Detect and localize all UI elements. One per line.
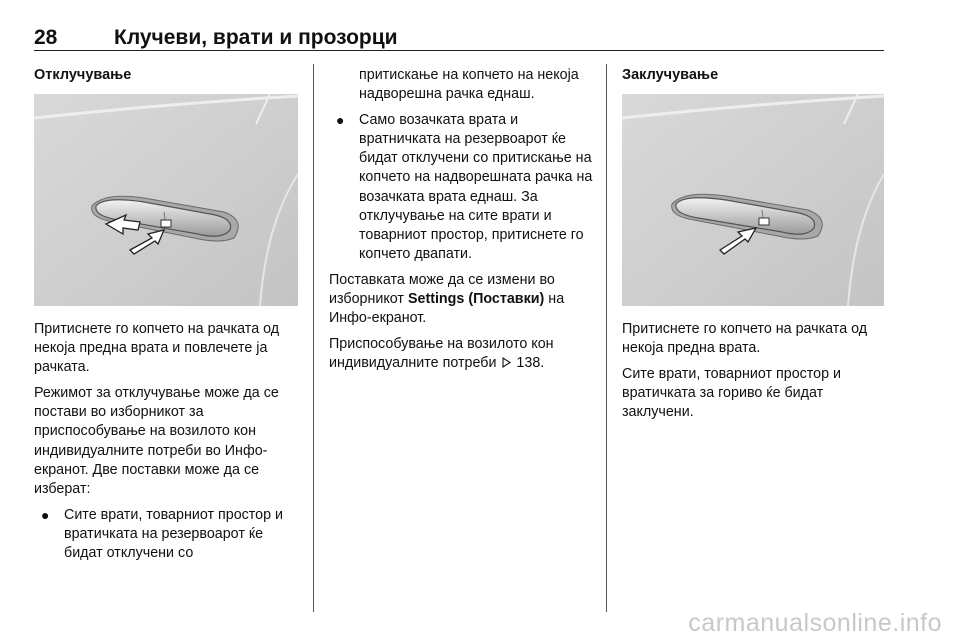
header-rule	[34, 50, 884, 51]
reference-text: Приспособување на возилото кон индивидуалните потреби	[329, 336, 554, 372]
bullet-text: Сите врати, товарниот простор и вратичката на резервоарот ќе бидат отклучени со	[64, 506, 284, 562]
unlock-door-handle-illustration	[34, 94, 298, 306]
locking-heading: Заклучување	[622, 67, 719, 83]
settings-menu-name: Settings (Поставки)	[407, 291, 545, 308]
lock-door-handle-illustration	[622, 94, 884, 306]
unlock-instruction: Притиснете го копчето на рачката од некоја предна врата и повлечете ја рачката.	[34, 321, 280, 376]
bullet-icon: ●	[336, 112, 345, 129]
unlock-option-all-doors-continued: притискање на копчето на некоја надворешна рачка еднаш.	[359, 67, 579, 103]
right-column-text	[622, 320, 884, 429]
bullet-icon: ●	[41, 506, 50, 523]
unlock-option-driver-door	[329, 111, 595, 264]
door-handle-lock-svg	[622, 94, 884, 306]
column-divider-right	[606, 64, 607, 612]
left-column-text	[34, 320, 302, 570]
chapter-title: Клучеви, врати и прозорци	[114, 26, 398, 49]
column-divider-left	[313, 64, 314, 612]
lock-result: Сите врати, товарниот простор и вратичката за гориво ќе бидат заклучени.	[622, 366, 842, 421]
unlock-mode-description: Режимот за отклучување може да се постави во изборникот за приспособување на возилото кон индивидуалните потреби во Инфо-екранот. Две поставки може да се изберат:	[34, 385, 279, 497]
page-number: 28	[34, 26, 58, 49]
handle-button	[161, 220, 171, 227]
settings-note-text-end: на Инфо-екранот.	[329, 291, 565, 327]
reference-page: 138.	[516, 355, 545, 372]
middle-column	[329, 66, 595, 380]
watermark: carmanualsonline.info	[688, 609, 942, 637]
settings-change-note	[329, 271, 595, 328]
left-column	[34, 66, 302, 85]
settings-note-text: Поставката може да се измени во изборникот	[329, 271, 555, 308]
lock-instruction: Притиснете го копчето на рачката од некоја предна врата.	[622, 321, 868, 357]
right-column	[622, 66, 884, 85]
triangle-right-icon	[502, 357, 511, 368]
unlocking-heading: Отклучување	[34, 67, 132, 83]
handle-button	[759, 218, 769, 225]
bullet-text: Само возачката врата и вратничката на резервоарот ќе бидат отклучени со притискање на копчето на надворешната рачка на возачката врата еднаш. За отклучување на сите врати и товарниот простор, притиснете го копчето двапати.	[359, 112, 593, 262]
door-handle-unlock-svg	[34, 94, 298, 306]
personalization-reference	[329, 335, 595, 373]
unlock-option-all-doors	[34, 506, 302, 563]
page-header	[34, 26, 884, 52]
